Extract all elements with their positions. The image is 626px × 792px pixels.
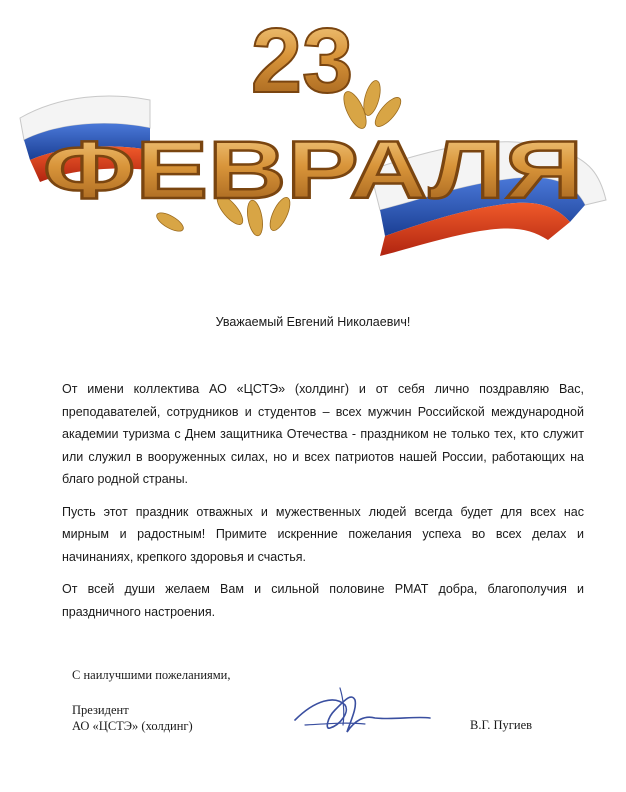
letter-greeting: Уважаемый Евгений Николаевич! bbox=[215, 315, 411, 329]
holiday-banner bbox=[0, 0, 626, 260]
banner-day: 23 bbox=[250, 10, 354, 112]
letter-paragraph: От имени коллектива АО «ЦСТЭ» (холдинг) и от себя лично поздравляю Вас, преподавателей, сотрудников и студентов – всех мужчин Российской международной академии туризма с Днем защитника Отечества - праздником не только тех, кто служит или служил в вооруженных силах, но и всех патриотов нашей России, работающих на благо родной страны. bbox=[62, 382, 584, 486]
signer-org: АО «ЦСТЭ» (холдинг) bbox=[72, 719, 193, 733]
signer-name: В.Г. Пугиев bbox=[470, 718, 533, 732]
holiday-banner-art bbox=[0, 0, 626, 260]
signer-block bbox=[72, 702, 193, 734]
letter-body bbox=[62, 378, 584, 633]
letter-paragraph: От всей души желаем Вам и сильной половине РМАТ добра, благополучия и праздничного настроения. bbox=[62, 582, 584, 619]
letter-closing: С наилучшими пожеланиями, bbox=[72, 668, 231, 682]
handwritten-signature bbox=[285, 680, 435, 750]
banner-month: ФЕВРАЛЯ bbox=[43, 125, 583, 216]
signer-title: Президент bbox=[72, 703, 129, 717]
letter-paragraph: Пусть этот праздник отважных и мужественных людей всегда будет для всех нас мирным и радостным! Примите искренние пожелания успеха во всех делах и начинаниях, крепкого здоровья и счастья. bbox=[62, 504, 584, 564]
